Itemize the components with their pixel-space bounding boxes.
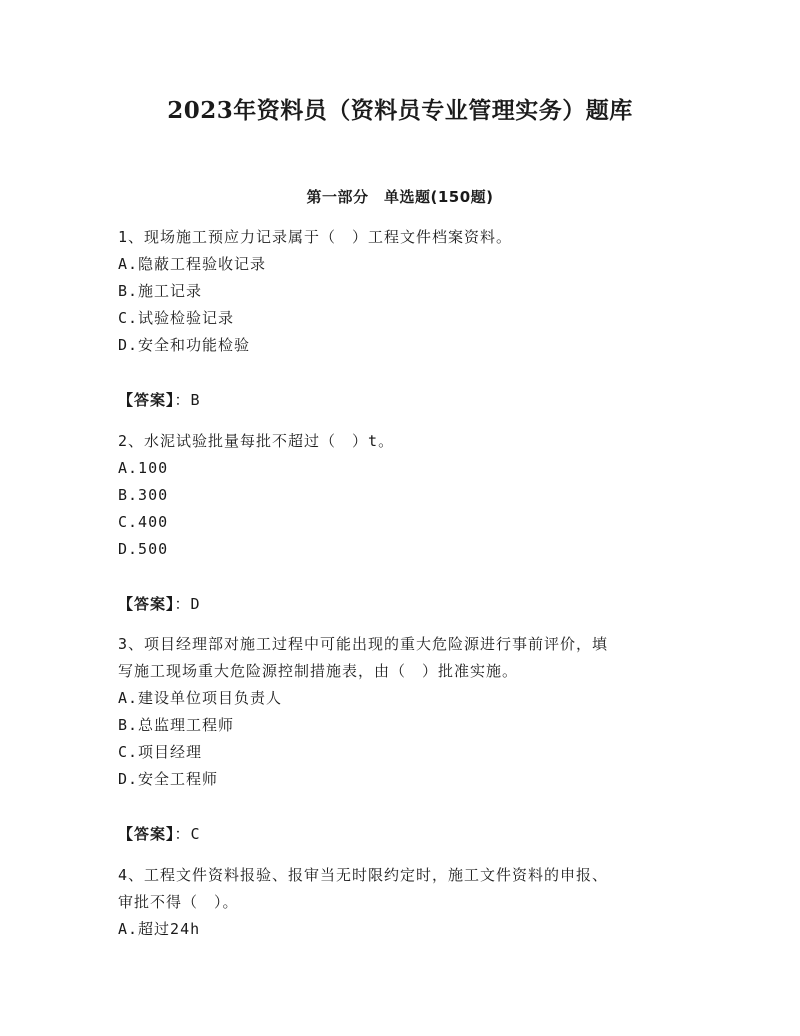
answer-value: ：C	[174, 825, 201, 843]
question-3-answer	[118, 824, 201, 844]
question-3-stem-line-2: 写施工现场重大危险源控制措施表，由（ ）批准实施。	[118, 662, 519, 680]
question-1-option-a: A.隐蔽工程验收记录	[118, 255, 267, 273]
question-1-option-d: D.安全和功能检验	[118, 336, 251, 354]
question-3-stem-line-1: 3、项目经理部对施工过程中可能出现的重大危险源进行事前评价，填	[118, 635, 609, 653]
answer-value: ：D	[174, 595, 201, 613]
question-2-stem: 2、水泥试验批量每批不超过（ ）t。	[118, 432, 395, 450]
answer-label: 【答案】	[118, 595, 175, 613]
answer-label: 【答案】	[118, 825, 175, 843]
document-title: 2023年资料员（资料员专业管理实务）题库	[167, 97, 633, 124]
question-3-option-c: C.项目经理	[118, 743, 203, 761]
question-3-option-d: D.安全工程师	[118, 770, 219, 788]
question-3-option-a: A.建设单位项目负责人	[118, 689, 283, 707]
question-2-option-c: C.400	[118, 513, 169, 531]
question-1-option-c: C.试验检验记录	[118, 309, 235, 327]
question-2-answer	[118, 594, 201, 614]
question-4-stem-line-2: 审批不得（ ）。	[118, 893, 239, 911]
answer-value: ：B	[174, 391, 201, 409]
question-1-answer	[118, 390, 201, 410]
answer-label: 【答案】	[118, 391, 175, 409]
question-1-option-b: B.施工记录	[118, 282, 203, 300]
question-1-stem: 1、现场施工预应力记录属于（ ）工程文件档案资料。	[118, 228, 513, 246]
section-heading: 第一部分 单选题(150题)	[306, 188, 494, 206]
question-3-option-b: B.总监理工程师	[118, 716, 235, 734]
question-2-option-b: B.300	[118, 486, 169, 504]
question-2-option-a: A.100	[118, 459, 169, 477]
question-4-option-a: A.超过24h	[118, 920, 201, 938]
question-2-option-d: D.500	[118, 540, 169, 558]
question-4-stem-line-1: 4、工程文件资料报验、报审当无时限约定时，施工文件资料的申报、	[118, 866, 609, 884]
